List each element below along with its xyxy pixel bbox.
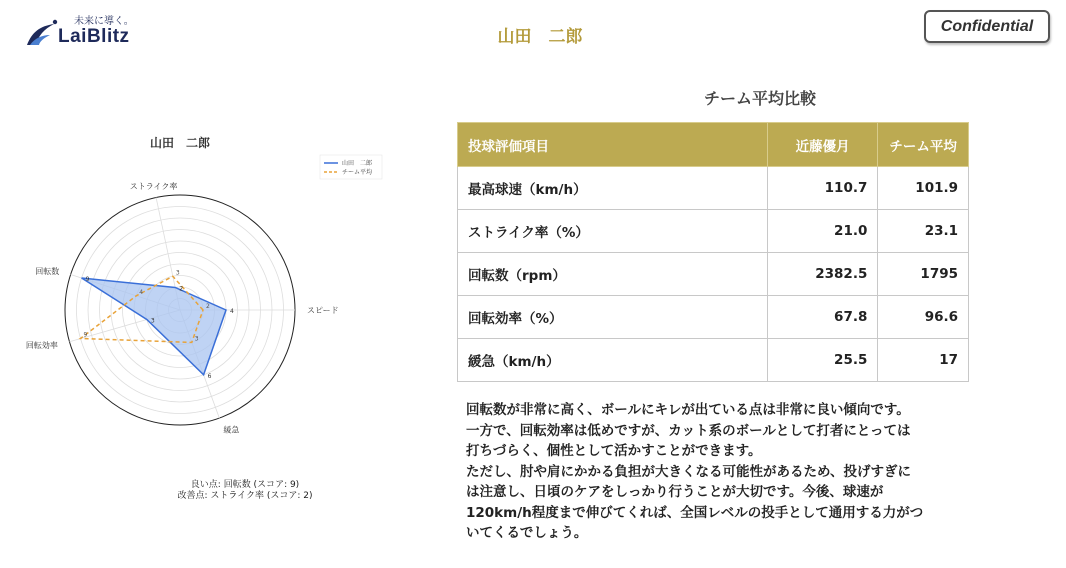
team-value-label: 2 bbox=[206, 303, 210, 310]
company-logo bbox=[24, 12, 154, 52]
table-row bbox=[458, 339, 969, 382]
axis-label: スピード bbox=[307, 306, 339, 315]
comment-line: 打ちづらく、個性として活かすことができます。 bbox=[466, 443, 762, 459]
radar-footer bbox=[120, 480, 370, 502]
table-row bbox=[458, 296, 969, 339]
axis-label: ストライク率 bbox=[129, 181, 178, 191]
team-value-label: 3 bbox=[175, 269, 180, 277]
legend-entry: 山田 二郎 bbox=[342, 160, 373, 167]
row-item: 回転数（rpm） bbox=[458, 253, 768, 296]
comment-line: は注意し、日頃のケアをしっかり行うことが大切です。今後、球速が bbox=[466, 484, 884, 500]
row-item: 回転効率（%） bbox=[458, 296, 768, 339]
row-player-value: 21.0 bbox=[767, 210, 877, 253]
comment-line: ただし、肘や肩にかかる負担が大きくなる可能性があるため、投げすぎに bbox=[466, 463, 911, 480]
team-value-label: 3 bbox=[194, 335, 199, 343]
page-title: 山田 二郎 bbox=[497, 27, 583, 47]
row-team-value: 1795 bbox=[878, 253, 969, 296]
radar-footer-good: 良い点: 回転数 (スコア: 9) bbox=[190, 480, 300, 490]
logo-name: LaiBlitz bbox=[58, 26, 130, 47]
axis-label: 緩急 bbox=[223, 425, 240, 435]
header-team: チーム平均 bbox=[878, 123, 969, 167]
axis-label: 回転効率 bbox=[25, 341, 58, 351]
row-player-value: 110.7 bbox=[767, 167, 877, 210]
row-team-value: 23.1 bbox=[878, 210, 969, 253]
table-row bbox=[458, 210, 969, 253]
table-row bbox=[458, 253, 969, 296]
point-value-label: 3 bbox=[150, 317, 155, 325]
chart-title: 山田 二郎 bbox=[149, 136, 211, 150]
comment-line: 回転数が非常に高く、ボールにキレが出ている点は非常に良い傾向です。 bbox=[466, 402, 910, 418]
confidential-badge: Confidential bbox=[924, 10, 1050, 43]
row-player-value: 25.5 bbox=[767, 339, 877, 382]
header-item: 投球評価項目 bbox=[458, 123, 768, 167]
row-item: 最高球速（km/h） bbox=[458, 167, 768, 210]
header-player: 近藤優月 bbox=[767, 123, 877, 167]
legend-entry: チーム平均 bbox=[342, 169, 373, 176]
row-item: 緩急（km/h） bbox=[458, 339, 768, 382]
point-value-label: 6 bbox=[207, 372, 212, 380]
logo-swoosh-icon bbox=[24, 18, 58, 50]
team-value-label: 9 bbox=[83, 331, 88, 339]
comparison-table bbox=[457, 122, 969, 382]
row-player-value: 67.8 bbox=[767, 296, 877, 339]
radar-footer-improve: 改善点: ストライク率 (スコア: 2) bbox=[177, 491, 313, 501]
radar-chart bbox=[25, 125, 420, 475]
row-team-value: 101.9 bbox=[878, 167, 969, 210]
evaluation-comment bbox=[466, 400, 966, 544]
row-team-value: 17 bbox=[878, 339, 969, 382]
comparison-header-row bbox=[458, 123, 969, 167]
comment-line: いてくるでしょう。 bbox=[466, 525, 588, 541]
logo-tagline: 未来に導く。 bbox=[74, 16, 134, 27]
point-value-label: 4 bbox=[230, 308, 234, 315]
row-team-value: 96.6 bbox=[878, 296, 969, 339]
table-row bbox=[458, 167, 969, 210]
point-value-label: 9 bbox=[85, 276, 90, 284]
point-value-label: 2 bbox=[179, 285, 184, 293]
comment-line: 120km/h程度まで伸びてくれば、全国レベルの投手として通用する力がつ bbox=[466, 504, 924, 521]
comparison-title: チーム平均比較 bbox=[703, 89, 816, 108]
team-value-label: 4 bbox=[139, 288, 144, 296]
row-item: ストライク率（%） bbox=[458, 210, 768, 253]
row-player-value: 2382.5 bbox=[767, 253, 877, 296]
axis-label: 回転数 bbox=[35, 266, 60, 276]
comment-line: 一方で、回転効率は低めですが、カット系のボールとして打者にとっては bbox=[466, 422, 911, 439]
